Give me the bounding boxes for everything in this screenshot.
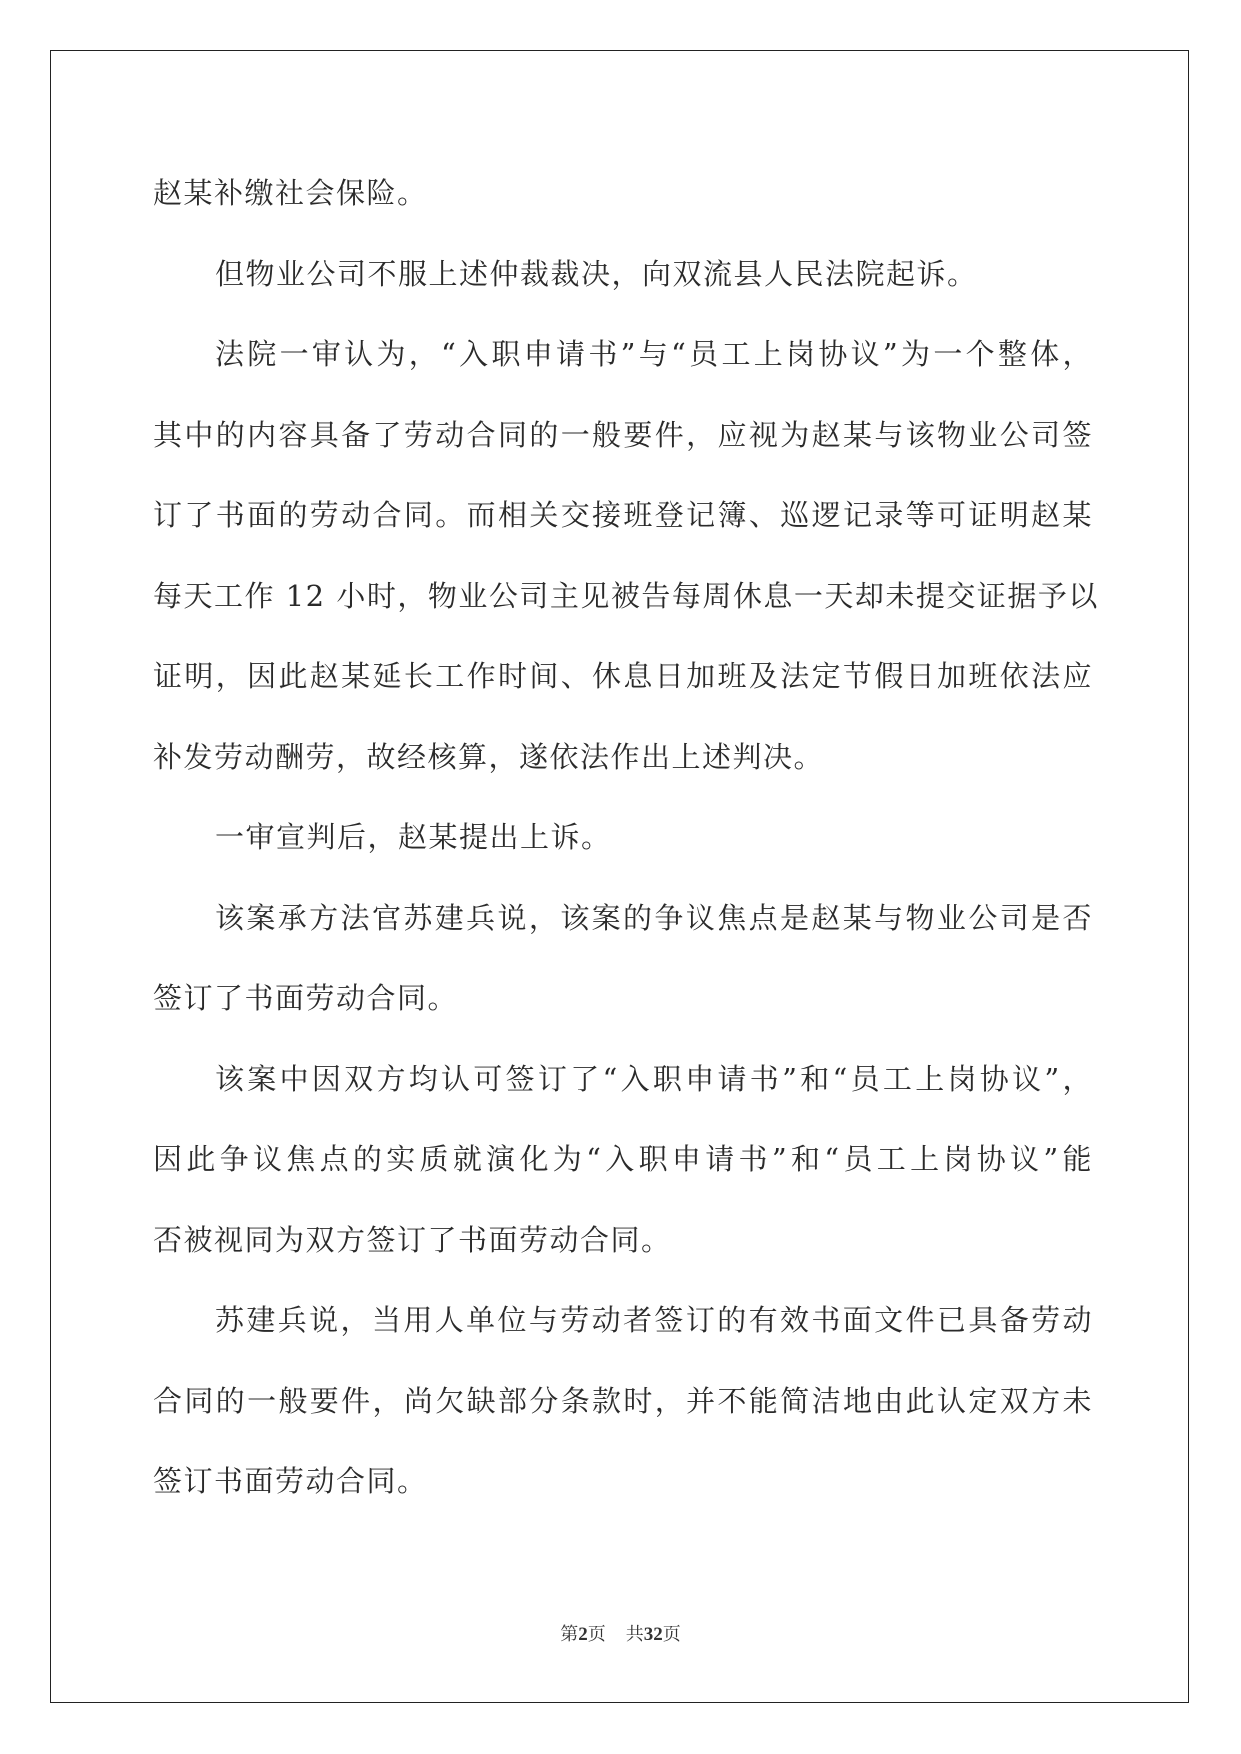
page-footer bbox=[0, 1620, 1241, 1646]
text-line: 赵某补缴社会保险。 bbox=[153, 176, 428, 210]
text-line: 其中的内容具备了劳动合同的一般要件，应视为赵某与该物业公司签 bbox=[153, 417, 1093, 452]
text-line: 该案中因双方均认可签订了“入职申请书”和“员工上岗协议”， bbox=[215, 1061, 1093, 1096]
text-line: 因此争议焦点的实质就演化为“入职申请书”和“员工上岗协议”能 bbox=[153, 1142, 1093, 1176]
text-line: 但物业公司不服上述仲裁裁决，向双流县人民法院起诉。 bbox=[215, 256, 978, 291]
total-suffix: 页 bbox=[662, 1624, 681, 1645]
page-suffix: 页 bbox=[587, 1624, 606, 1645]
text-line: 签订了书面劳动合同。 bbox=[153, 981, 459, 1015]
document-body bbox=[153, 153, 1099, 1522]
text-line: 该案承方法官苏建兵说，该案的争议焦点是赵某与物业公司是否 bbox=[215, 900, 1093, 935]
text-line: 一审宣判后，赵某提出上诉。 bbox=[215, 820, 612, 854]
text-line: 补发劳动酬劳，故经核算，遂依法作出上述判决。 bbox=[153, 739, 825, 774]
text-line: 法院一审认为，“入职申请书”与“员工上岗协议”为一个整体， bbox=[215, 337, 1093, 371]
text-line: 每天工作 12 小时，物业公司主见被告每周休息一天却未提交证据予以 bbox=[153, 578, 1099, 613]
text-line: 合同的一般要件，尚欠缺部分条款时，并不能简洁地由此认定双方未 bbox=[153, 1383, 1093, 1418]
page-number: 2 bbox=[578, 1624, 588, 1645]
page-prefix: 第 bbox=[560, 1624, 579, 1645]
text-line: 证明，因此赵某延长工作时间、休息日加班及法定节假日加班依法应 bbox=[153, 659, 1093, 693]
text-line: 否被视同为双方签订了书面劳动合同。 bbox=[153, 1222, 672, 1257]
text-line: 苏建兵说，当用人单位与劳动者签订的有效书面文件已具备劳动 bbox=[215, 1303, 1093, 1337]
total-pages: 32 bbox=[643, 1624, 663, 1645]
text-line: 订了书面的劳动合同。而相关交接班登记簿、巡逻记录等可证明赵某 bbox=[153, 498, 1093, 532]
total-prefix: 共 bbox=[625, 1624, 644, 1645]
text-line: 签订书面劳动合同。 bbox=[153, 1464, 428, 1498]
